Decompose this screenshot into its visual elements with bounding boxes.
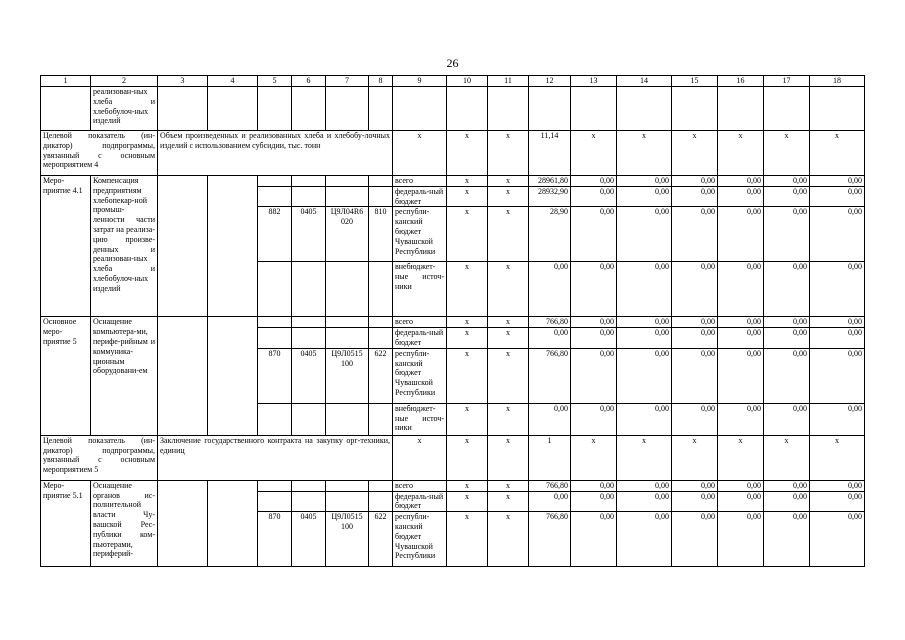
value-cell: 0,00 <box>571 491 617 512</box>
table-cell <box>529 87 571 131</box>
table-cell <box>393 87 447 131</box>
column-number: 16 <box>718 76 764 87</box>
value-cell: 0,00 <box>810 512 865 567</box>
value-cell: x <box>447 435 488 480</box>
table-cell <box>41 87 91 131</box>
value-cell: 0,00 <box>672 403 718 435</box>
value-cell: x <box>488 328 529 349</box>
table-cell <box>208 87 258 131</box>
code-cell: 870 <box>258 348 292 403</box>
code-cell: 0405 <box>292 348 326 403</box>
column-number: 6 <box>292 76 326 87</box>
table-cell <box>326 491 369 512</box>
measure-name: Компенсация предприятиям хлебопекар-ной промыш-ленности части затрат на реализа-цию произве-денных и реализован-ных хлеба и хлебобулоч-ных изделий <box>91 176 158 317</box>
value-cell: 0,00 <box>617 207 672 262</box>
value-cell: x <box>764 131 810 176</box>
table-cell <box>447 87 488 131</box>
value-cell: 28932,90 <box>529 186 571 207</box>
table-cell <box>292 480 326 491</box>
column-number: 8 <box>369 76 393 87</box>
value-cell: 0,00 <box>764 480 810 491</box>
value-cell: 0,00 <box>810 403 865 435</box>
table-cell <box>258 176 292 187</box>
table-cell <box>764 87 810 131</box>
value-cell: 0,00 <box>810 176 865 187</box>
value-cell: x <box>672 435 718 480</box>
value-cell: 0,00 <box>718 512 764 567</box>
table-row <box>41 87 865 131</box>
table-cell <box>326 186 369 207</box>
value-cell: 0,00 <box>718 317 764 328</box>
table-cell <box>369 491 393 512</box>
table-cell <box>292 491 326 512</box>
table-cell <box>326 317 369 328</box>
value-cell: 0,00 <box>571 328 617 349</box>
code-cell: 622 <box>369 512 393 567</box>
table-cell <box>369 186 393 207</box>
table-cell <box>326 176 369 187</box>
value-cell: x <box>488 262 529 317</box>
value-cell: x <box>672 131 718 176</box>
measure-label: Меро-приятие 4.1 <box>41 176 91 317</box>
funding-source: внебюджет-ные источ-ники <box>393 262 447 317</box>
value-cell: 0,00 <box>718 262 764 317</box>
table-cell <box>326 328 369 349</box>
value-cell: 0,00 <box>718 328 764 349</box>
value-cell: 0,00 <box>764 348 810 403</box>
target-indicator-row <box>41 131 865 176</box>
table-cell <box>326 262 369 317</box>
value-cell: 0,00 <box>571 480 617 491</box>
table-cell <box>326 480 369 491</box>
value-cell: x <box>447 176 488 187</box>
column-number: 13 <box>571 76 617 87</box>
funding-source: федераль-ный бюджет <box>393 491 447 512</box>
value-cell: 0,00 <box>571 207 617 262</box>
value-cell: x <box>810 131 865 176</box>
table-cell <box>258 480 292 491</box>
value-cell: x <box>447 403 488 435</box>
value-cell: x <box>488 176 529 187</box>
value-cell: 0,00 <box>810 348 865 403</box>
value-cell: x <box>447 186 488 207</box>
column-number: 2 <box>91 76 158 87</box>
table-cell <box>810 87 865 131</box>
funding-source: республи-канский бюджет Чувашской Республики <box>393 207 447 262</box>
funding-source: внебюджет-ные источ-ники <box>393 403 447 435</box>
value-cell: x <box>488 186 529 207</box>
value-cell: 0,00 <box>617 328 672 349</box>
value-cell: 0,00 <box>571 186 617 207</box>
funding-row <box>41 480 865 491</box>
value-cell: x <box>447 317 488 328</box>
value-cell: 0,00 <box>810 491 865 512</box>
column-number: 3 <box>158 76 208 87</box>
value-cell: 0,00 <box>672 317 718 328</box>
value-cell: 0,00 <box>718 207 764 262</box>
column-number: 10 <box>447 76 488 87</box>
code-cell: Ц9Л0515 100 <box>326 512 369 567</box>
funding-row <box>41 176 865 187</box>
table-cell <box>258 491 292 512</box>
column-number: 12 <box>529 76 571 87</box>
indicator-label: Целевой показатель (ин-дикатор) подпрограммы, увязанный с основным мероприятием 4 <box>41 131 158 176</box>
table-cell <box>326 87 369 131</box>
value-cell: 0,00 <box>672 348 718 403</box>
column-number: 1 <box>41 76 91 87</box>
funding-source: всего <box>393 480 447 491</box>
table-cell <box>258 87 292 131</box>
value-cell: 0,00 <box>718 403 764 435</box>
table-cell <box>208 317 258 435</box>
funding-source: всего <box>393 317 447 328</box>
code-cell: 810 <box>369 207 393 262</box>
value-cell: 0,00 <box>764 512 810 567</box>
table-cell <box>292 317 326 328</box>
value-cell: 0,00 <box>810 207 865 262</box>
value-cell: x <box>447 328 488 349</box>
value-cell: 0,00 <box>617 403 672 435</box>
table-cell <box>258 403 292 435</box>
value-cell: 0,00 <box>617 317 672 328</box>
value-cell: 0,00 <box>529 491 571 512</box>
value-cell: 0,00 <box>718 186 764 207</box>
table-cell <box>208 176 258 317</box>
value-cell: 0,00 <box>810 186 865 207</box>
value-cell: 0,00 <box>764 176 810 187</box>
value-cell: 0,00 <box>571 403 617 435</box>
value-cell: 0,00 <box>764 328 810 349</box>
table-cell <box>158 176 208 317</box>
table-cell <box>208 480 258 566</box>
value-cell: 0,00 <box>571 512 617 567</box>
value-cell: 0,00 <box>672 262 718 317</box>
value-cell: 766,80 <box>529 512 571 567</box>
measure-name: реализован-ных хлеба и хлебобулоч-ных изделий <box>91 87 158 131</box>
table-cell <box>258 328 292 349</box>
indicator-description: Заключение государственного контракта на закупку орг-техники, единиц <box>158 435 393 480</box>
value-cell: 0,00 <box>571 348 617 403</box>
target-indicator-row <box>41 435 865 480</box>
value-cell: 0,00 <box>617 176 672 187</box>
value-cell: x <box>447 491 488 512</box>
value-cell: 0,00 <box>672 512 718 567</box>
value-cell: 0,00 <box>529 403 571 435</box>
column-number: 5 <box>258 76 292 87</box>
column-number: 14 <box>617 76 672 87</box>
code-cell: Ц9Л04R6 020 <box>326 207 369 262</box>
value-cell: 0,00 <box>571 317 617 328</box>
value-cell: x <box>718 435 764 480</box>
value-cell: x <box>488 480 529 491</box>
column-number: 18 <box>810 76 865 87</box>
table-cell <box>369 403 393 435</box>
value-cell: 0,00 <box>571 176 617 187</box>
value-cell: 0,00 <box>529 262 571 317</box>
value-cell: x <box>571 435 617 480</box>
measure-label: Основное меро-приятие 5 <box>41 317 91 435</box>
value-cell: 0,00 <box>617 186 672 207</box>
value-cell: 1 <box>529 435 571 480</box>
value-cell: 0,00 <box>764 403 810 435</box>
table-cell <box>292 176 326 187</box>
value-cell: 0,00 <box>617 262 672 317</box>
code-cell: Ц9Л0515 100 <box>326 348 369 403</box>
code-cell: 0405 <box>292 207 326 262</box>
table-cell <box>292 328 326 349</box>
table-cell <box>369 328 393 349</box>
code-cell: 622 <box>369 348 393 403</box>
value-cell: 0,00 <box>617 491 672 512</box>
value-cell: 0,00 <box>617 480 672 491</box>
measure-name: Оснащение компьютера-ми, перифе-рийным и коммуника-ционным оборудовани-ем <box>91 317 158 435</box>
indicator-description: Объем произведенных и реализованных хлеба и хлебобу-лочных изделий с использованием субсидии, тыс. тонн <box>158 131 393 176</box>
column-number: 4 <box>208 76 258 87</box>
value-cell: 0,00 <box>718 348 764 403</box>
column-number: 11 <box>488 76 529 87</box>
value-cell: 0,00 <box>764 186 810 207</box>
value-cell: 0,00 <box>718 176 764 187</box>
value-cell: x <box>488 317 529 328</box>
table-cell <box>158 87 208 131</box>
column-number: 15 <box>672 76 718 87</box>
value-cell: 0,00 <box>810 317 865 328</box>
value-cell: 0,00 <box>672 480 718 491</box>
value-cell: x <box>488 348 529 403</box>
table-cell <box>369 317 393 328</box>
value-cell: x <box>393 131 447 176</box>
value-cell: 766,80 <box>529 480 571 491</box>
value-cell: 0,00 <box>718 491 764 512</box>
budget-table <box>40 75 865 567</box>
column-number-row <box>41 76 865 87</box>
value-cell: 0,00 <box>672 207 718 262</box>
value-cell: x <box>571 131 617 176</box>
value-cell: 0,00 <box>672 176 718 187</box>
value-cell: 0,00 <box>718 480 764 491</box>
value-cell: x <box>488 207 529 262</box>
table-cell <box>292 87 326 131</box>
funding-source: республи-канский бюджет Чувашской Республики <box>393 512 447 567</box>
value-cell: 766,80 <box>529 317 571 328</box>
value-cell: x <box>718 131 764 176</box>
value-cell: 0,00 <box>764 207 810 262</box>
value-cell: x <box>488 131 529 176</box>
value-cell: x <box>617 131 672 176</box>
value-cell: x <box>617 435 672 480</box>
value-cell: x <box>447 131 488 176</box>
table-cell <box>292 262 326 317</box>
value-cell: 0,00 <box>672 328 718 349</box>
measure-label: Меро-приятие 5.1 <box>41 480 91 566</box>
table-cell <box>718 87 764 131</box>
code-cell: 882 <box>258 207 292 262</box>
column-number: 9 <box>393 76 447 87</box>
table-cell <box>369 480 393 491</box>
value-cell: x <box>447 512 488 567</box>
column-number: 17 <box>764 76 810 87</box>
value-cell: 0,00 <box>571 262 617 317</box>
table-cell <box>617 87 672 131</box>
value-cell: x <box>488 403 529 435</box>
value-cell: 0,00 <box>810 328 865 349</box>
value-cell: x <box>488 435 529 480</box>
table-cell <box>672 87 718 131</box>
table-cell <box>258 186 292 207</box>
table-cell <box>369 262 393 317</box>
value-cell: 0,00 <box>810 262 865 317</box>
table-cell <box>488 87 529 131</box>
table-cell <box>369 176 393 187</box>
value-cell: 0,00 <box>764 262 810 317</box>
value-cell: 766,80 <box>529 348 571 403</box>
table-cell <box>258 317 292 328</box>
value-cell: 0,00 <box>764 317 810 328</box>
funding-source: республи-канский бюджет Чувашской Республики <box>393 348 447 403</box>
funding-source: федераль-ный бюджет <box>393 186 447 207</box>
table-cell <box>326 403 369 435</box>
table-cell <box>369 87 393 131</box>
funding-source: федераль-ный бюджет <box>393 328 447 349</box>
table-cell <box>158 317 208 435</box>
table-cell <box>292 403 326 435</box>
code-cell: 870 <box>258 512 292 567</box>
table-cell <box>258 262 292 317</box>
value-cell: x <box>447 262 488 317</box>
table-cell <box>158 480 208 566</box>
measure-name: Оснащение органов ис-полнительной власти Чу-вашской Рес-публики ком-пьютерами, периферий- <box>91 480 158 566</box>
value-cell: 0,00 <box>617 348 672 403</box>
column-number: 7 <box>326 76 369 87</box>
table-cell <box>292 186 326 207</box>
value-cell: x <box>447 348 488 403</box>
value-cell: 0,00 <box>617 512 672 567</box>
funding-source: всего <box>393 176 447 187</box>
indicator-label: Целевой показатель (ин-дикатор) подпрограммы, увязанный с основным мероприятием 5 <box>41 435 158 480</box>
value-cell: 0,00 <box>810 480 865 491</box>
page-number: 26 <box>446 56 459 70</box>
value-cell: 28,90 <box>529 207 571 262</box>
value-cell: 0,00 <box>764 491 810 512</box>
value-cell: 0,00 <box>672 491 718 512</box>
funding-row <box>41 317 865 328</box>
value-cell: 0,00 <box>672 186 718 207</box>
value-cell: x <box>393 435 447 480</box>
table-cell <box>571 87 617 131</box>
value-cell: x <box>488 491 529 512</box>
value-cell: x <box>447 207 488 262</box>
value-cell: 28961,80 <box>529 176 571 187</box>
value-cell: x <box>764 435 810 480</box>
value-cell: x <box>488 512 529 567</box>
code-cell: 0405 <box>292 512 326 567</box>
value-cell: 0,00 <box>529 328 571 349</box>
value-cell: 11,14 <box>529 131 571 176</box>
value-cell: x <box>447 480 488 491</box>
value-cell: x <box>810 435 865 480</box>
